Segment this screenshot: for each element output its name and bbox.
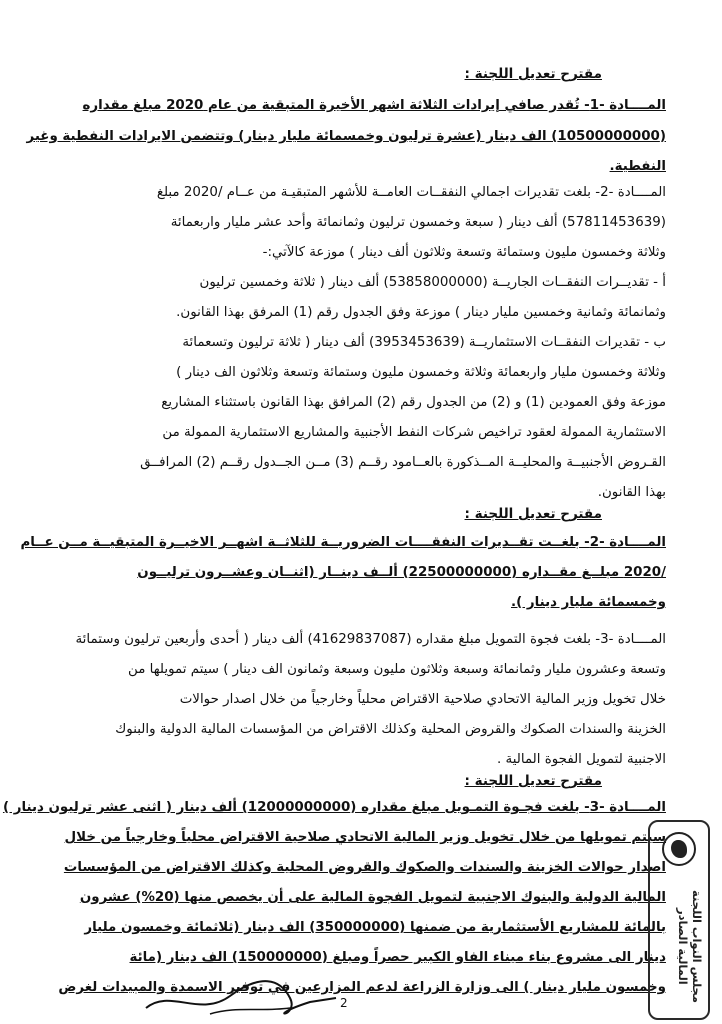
text-line: المــــادة -3- بلغت فجـوة التمـويل مبلغ مقداره (12000000000) ألف دينار ( اثنى عشر ترليون دينار )	[2, 800, 666, 815]
text-line: وتسعة وعشرون مليار وثمانمائة وسبعة وثلاثون مليون وسبعة وثمانون الف دينار ) سيتم تمويلها من	[128, 662, 666, 677]
committee-amendment-heading-1: مقترح تعديل اللجنة :	[464, 66, 602, 82]
text-line: وخمسمائة مليار دينار ).	[511, 595, 666, 610]
text-line: أ - تقديــرات النفقــات الجاريــة (53858000000) ألف دينار ( ثلاثة وخمسين ترليون	[199, 275, 666, 290]
text-line: ب - تقديرات النفقــات الاستثماريــة (3953453639) ألف دينار ( ثلاثة ترليون وتسعمائة	[182, 335, 666, 350]
text-line: الاستثمارية الممولة لعقود تراخيص شركات النفط الأجنبية والمشاريع الاستثمارية الممولة من	[162, 425, 666, 440]
iraq-map-emblem-icon	[662, 832, 696, 866]
text-line: بالمائة للمشاريع الأستثمارية من ضمنها (350000000) الف دينار (ثلاثمائة وخمسون مليار	[84, 920, 666, 935]
handwritten-signature	[140, 968, 340, 1024]
text-line: المــــادة -3- بلغت فجوة التمويل مبلغ مقداره (41629837087) ألف دينار ( أحدى وأربعين ترليون وستمائة	[75, 632, 666, 647]
parliament-finance-committee-stamp	[648, 820, 710, 1020]
committee-amendment-heading-2: مقترح تعديل اللجنة :	[464, 506, 602, 522]
text-line: النفطية.	[609, 159, 666, 174]
text-line: (10500000000) الف دينار (عشرة ترليون وخمسمائة مليار دينار) وتتضمن الايرادات النفطية وغير	[26, 129, 666, 144]
text-line: الاجنبية لتمويل الفجوة المالية .	[497, 752, 666, 767]
text-line: اصدار حوالات الخزينة والسندات والصكوك والقروض المحلية وكذلك الاقتراض من المؤسسات	[63, 860, 666, 875]
text-line: دينار الى مشروع بناء ميناء الفاو الكبير حصراً ومبلغ (150000000) الف دينار (مائة	[129, 950, 666, 965]
text-line: القـروض الأجنبيــة والمحليــة المــذكورة بالعــامود رقــم (3) مــن الجــدول رقــم (2) المرافــق	[140, 455, 666, 470]
page-number: 2	[340, 996, 348, 1010]
text-line: المالية الدولية والبنوك الاجنبية لتمويل الفجوة المالية على أن يخصص منها (20%) عشرون	[79, 890, 666, 905]
text-line: /2020 مبلــغ مقــداره (22500000000) ألــف دينــار (اثنــان وعشــرون ترليــون	[137, 565, 666, 580]
committee-amendment-heading-3: مقترح تعديل اللجنة :	[464, 773, 602, 789]
text-line: وثلاثة وخمسون مليون وستمائة وتسعة وثلاثون ألف دينار ) موزعة كالآتي:-	[262, 245, 666, 260]
text-line: المــــادة -2- بلغــت تقــديرات النفقــــات الضروريــة للثلاثــة اشهــر الاخيــرة المتبقيــة مــن عــام	[20, 535, 666, 550]
text-line: المــــادة -1- تُقدر صافي إيرادات الثلاثة اشهر الأخيرة المتبقية من عام 2020 مبلغ مقداره	[82, 98, 666, 113]
text-line: (57811453639) ألف دينار ( سبعة وخمسون ترليون وثمانمائة وأحد عشر مليار واربعمائة	[170, 215, 666, 230]
text-line: خلال تخويل وزير المالية الاتحادي صلاحية الاقتراض محلياً وخارجياً من خلال اصدار حوالات	[179, 692, 666, 707]
text-line: وخمسون مليار دينار ) الى وزارة الزراعة لدعم المزارعين في توفير الاسمدة والمبيدات لغرض	[58, 980, 666, 995]
text-line: وثمانمائة وثمانية وخمسين مليار دينار ) موزعة وفق الجدول رقم (1) المرفق بهذا القانون.	[176, 305, 666, 320]
text-line: الخزينة والسندات الصكوك والقروض المحلية وكذلك الاقتراض من المؤسسات المالية الدولية والبنوك	[115, 722, 666, 737]
stamp-text: مجلس النواب اللجنة المالية الصادر	[676, 889, 704, 1003]
text-line: وثلاثة وخمسون مليار واربعمائة وثلاثة وخمسون مليون وستمائة وتسعة وثلاثون الف دينار )	[176, 365, 666, 380]
text-line: المــــادة -2- بلغت تقديرات اجمالي النفقــات العامــة للأشهر المتبقيـة من عــام /2020 مبلغ	[156, 185, 666, 200]
text-line: سيتم تمويلها من خلال تخويل وزير المالية الاتحادي صلاحية الاقتراض محلياً وخارجياً من خلال	[64, 830, 666, 845]
text-line: موزعة وفق العمودين (1) و (2) من الجدول رقم (2) المرافق بهذا القانون باستثناء المشاريع	[161, 395, 666, 410]
text-line: بهذا القانون.	[597, 485, 666, 500]
